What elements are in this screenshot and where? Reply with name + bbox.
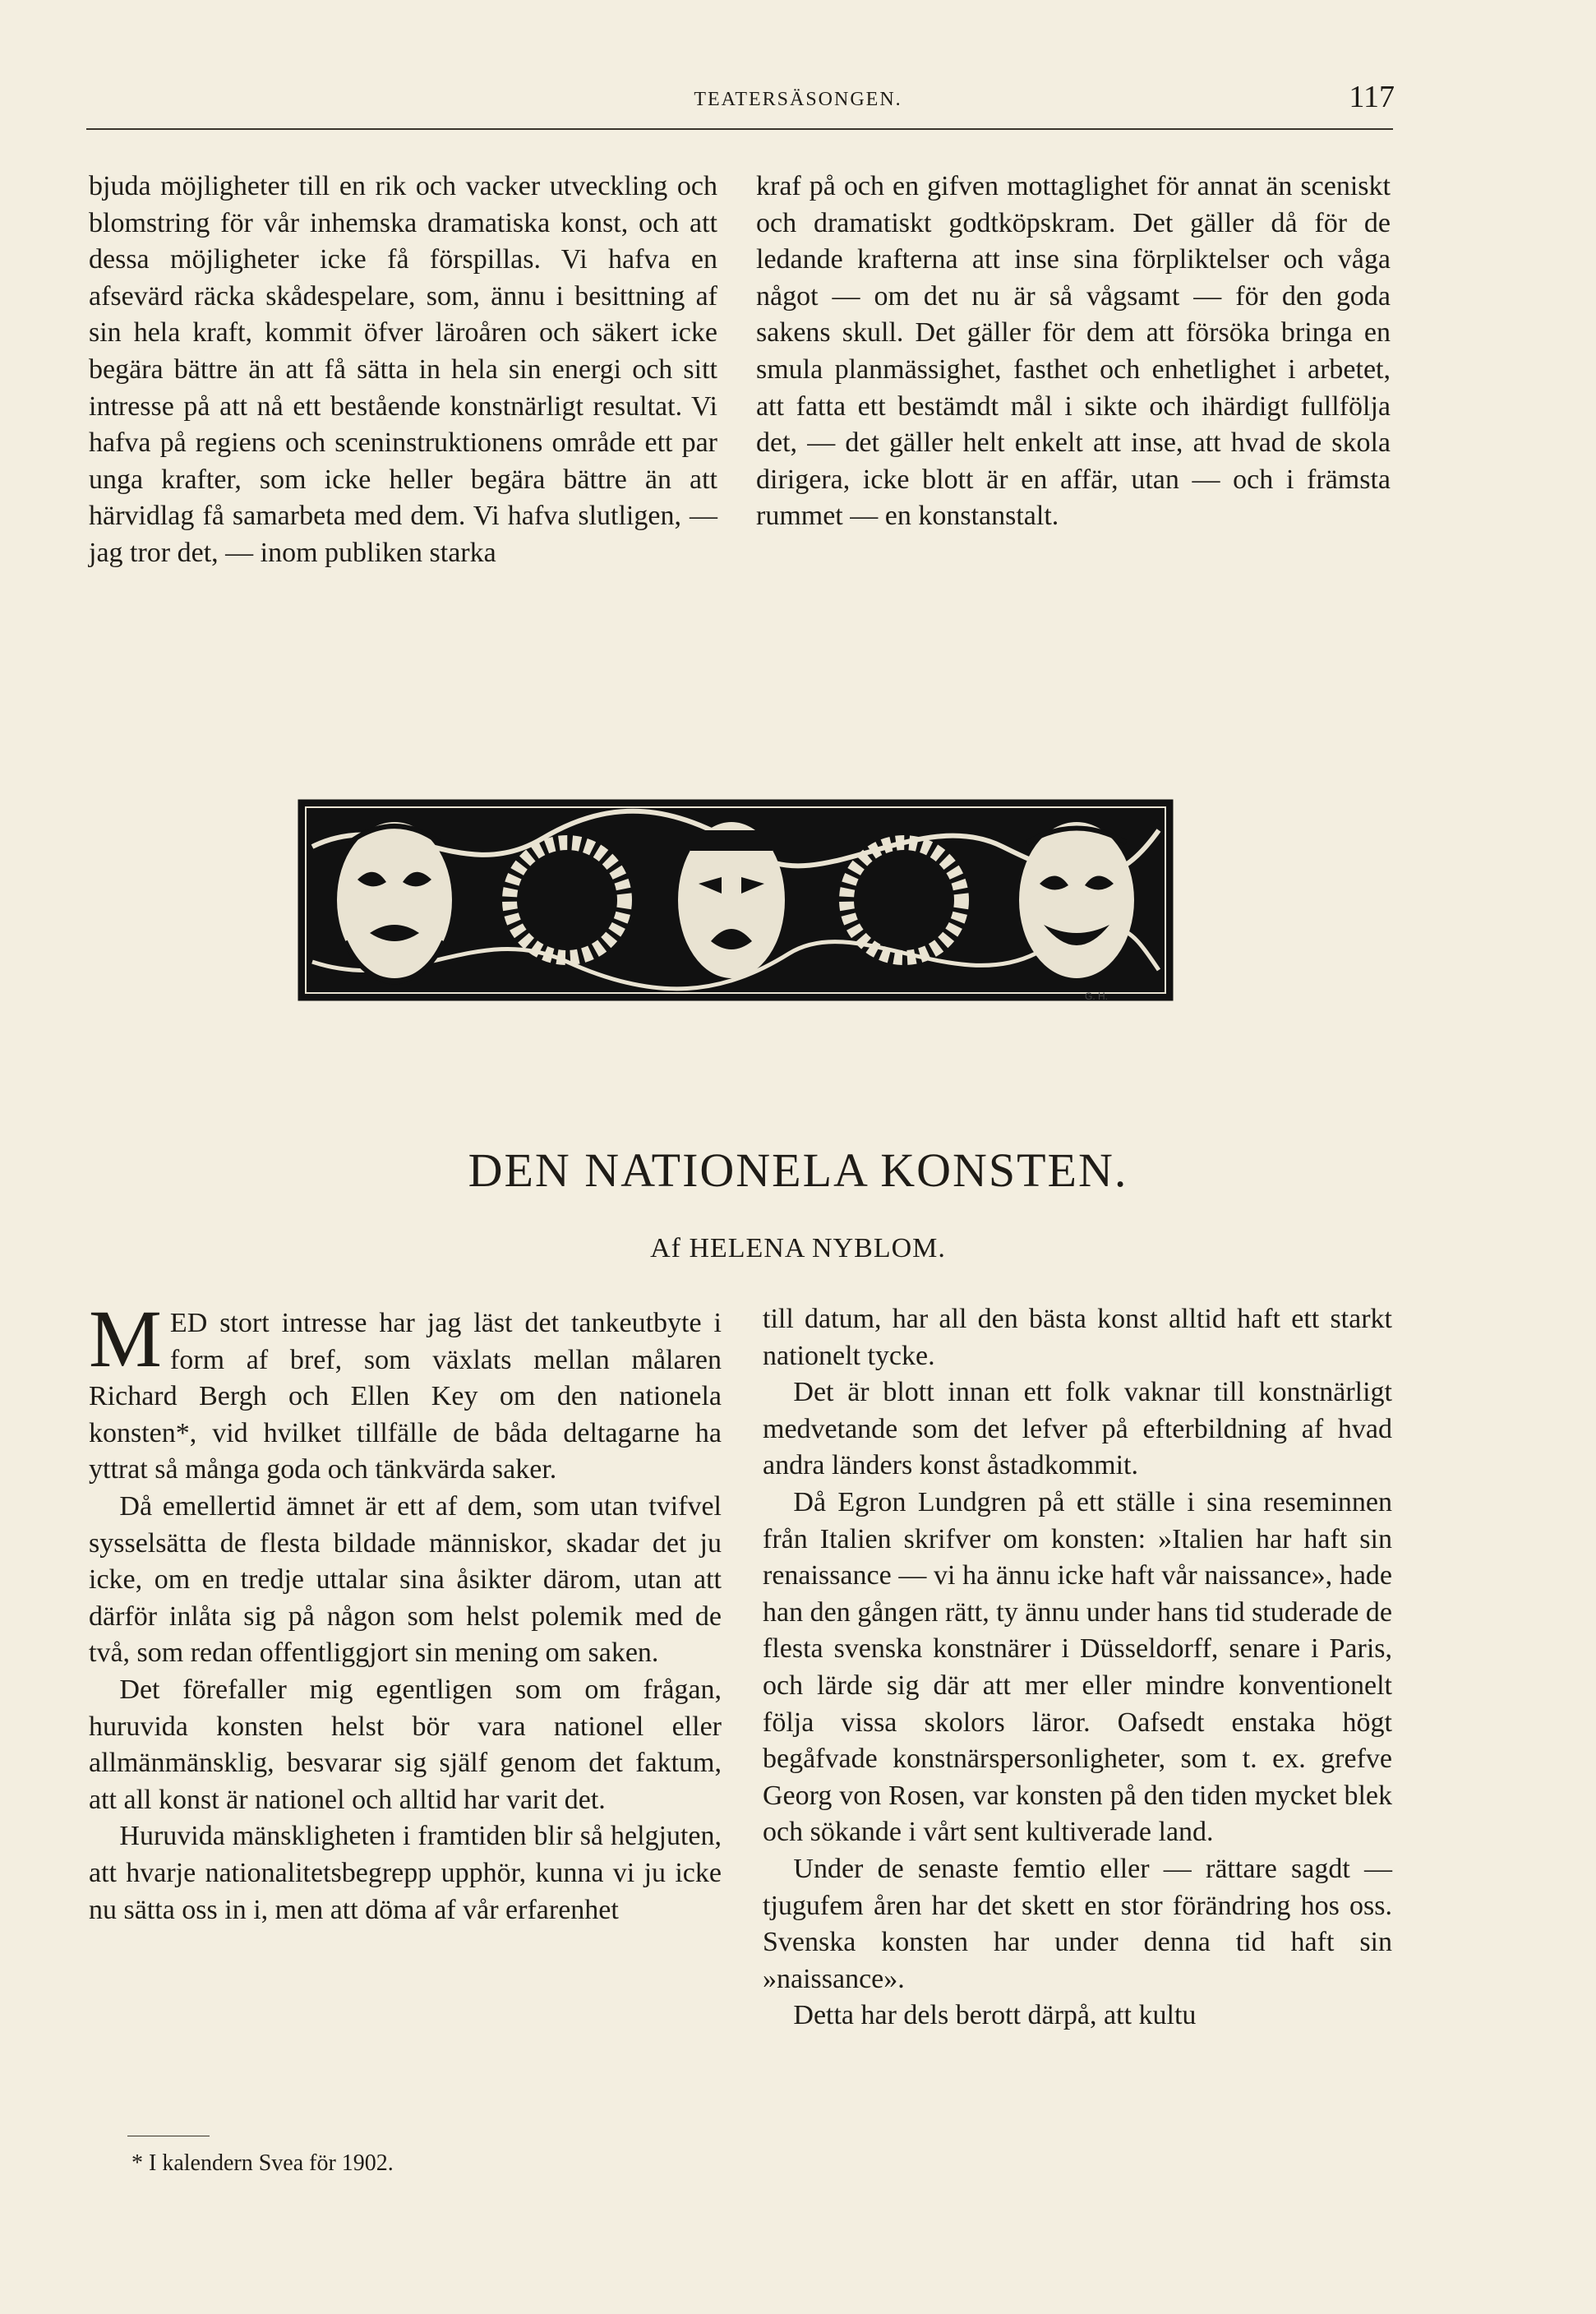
article-paragraph-1-text: ED stort intresse har jag läst det tankeutbyte i form af bref, som växlats mellan målaren Richard Bergh och Ellen Key om den nationela konsten*, vid hvilket tillfälle de båda deltagarne ha yttrat så många goda och tänkvärda saker. — [89, 1308, 722, 1485]
header-rule — [86, 128, 1393, 130]
article-paragraph-6: Det är blott innan ett folk vaknar till konstnärligt medvetande som det lefver på efterbildning af hvad andra länders konst åstadkommit. — [763, 1377, 1392, 1481]
article-paragraph-9: Detta har dels berott därpå, att kultu — [793, 2000, 1197, 2031]
page-number: 117 — [1349, 80, 1395, 114]
drop-cap: M — [89, 1293, 162, 1384]
running-head: TEATERSÄSONGEN. — [694, 89, 902, 110]
ornament-signature: G. H. — [1085, 991, 1109, 1002]
article-paragraph-3: Det förefaller mig egentligen som om frågan, huruvida konsten helst bör vara nationel eller allmänmänsklig, besvarar sig själf genom det faktum, att all konst är nationel och alltid har varit det. — [89, 1674, 722, 1815]
article-right-column — [763, 1301, 1392, 2035]
article-byline — [0, 1233, 1596, 1264]
article-paragraph-4: Huruvida mänskligheten i framtiden blir så helgjuten, att hvarje nationalitetsbegrepp upphör, kunna vi ju icke nu sätta oss in i, men att döma af vår erfarenhet — [89, 1821, 722, 1925]
previous-article-right-text: kraf på och en gifven mottaglighet för annat än sceniskt och dramatiskt godtköpskram. Det gäller då för de ledande krafterna att inse sina förpliktelser och våga något — om det nu är så vågsamt — för den goda sakens skull. Det gäller för dem att försöka bringa en smula planmässighet, fasthet och enhetlighet i arbetet, att fatta ett bestämdt mål i sikte och ihärdigt fullfölja det, — det gäller helt enkelt att inse, att hvad de skola dirigera, icke blott är en affär, utan — och i främsta rummet — en konstanstalt. — [756, 171, 1391, 532]
article-paragraph-2: Då emellertid ämnet är ett af dem, som utan tvifvel sysselsätta de flesta bildade människor, skadar det ju icke, om en tredje uttalar sina åsikter därom, utan att därför inlåta sig på någon som helst polemik med de två, som redan offentliggjort sin mening om saken. — [89, 1490, 722, 1669]
article-left-column — [89, 1293, 722, 1928]
article-paragraph-5: till datum, har all den bästa konst alltid haft ett starkt nationelt tycke. — [763, 1304, 1392, 1371]
article-paragraph-8: Under de senaste femtio eller — rättare sagdt — tjugufem åren har det skett en stor förändring hos oss. Svenska konsten har under denna tid haft sin »naissance». — [763, 1853, 1392, 1994]
article-paragraph-1 — [89, 1293, 722, 1489]
footnote: * I kalendern Svea för 1902. — [131, 2150, 394, 2176]
byline-author: HELENA NYBLOM. — [689, 1233, 946, 1263]
article-paragraph-7: Då Egron Lundgren på ett ställe i sina reseminnen från Italien skrifver om konsten: »Italien har haft sin renaissance — vi ha ännu icke haft vår naissance», hade han den gången rätt, ty ännu under hans tid studerade de flesta svenska konstnärer i Düsseldorff, senare i Paris, och lärde sig där att mer eller mindre konventionelt följa vissa skolors läror. Oafsedt enstaka högt begåfvade konstnärspersonligheter, som t. ex. grefve Georg von Rosen, var konsten på den tiden mycket blek och sökande i vårt sent kultiverade land. — [763, 1486, 1392, 1848]
previous-article-right-column — [756, 169, 1391, 535]
previous-article-left-text: bjuda möjligheter till en rik och vacker utveckling och blomstring för vår inhemska dramatiska konst, och att dessa möjligheter icke få förspillas. Vi hafva en afsevärd räcka skådespelare, som, ännu i besittning af sin hela kraft, kommit öfver läroåren och säkert icke begära bättre än att få sätta in hela sin energi och sitt intresse på att nå ett bestående konstnärligt resultat. Vi hafva på regiens och sceninstruktionens område ett par unga krafter, som icke heller begära bättre än att härvidlag få samarbeta med dem. Vi hafva slutligen, — jag tror det, — inom publiken starka — [89, 171, 717, 568]
byline-prefix: Af — [650, 1233, 681, 1263]
previous-article-left-column — [89, 169, 717, 572]
theatre-masks-ornament-icon — [296, 797, 1175, 1003]
article-title: DEN NATIONELA KONSTEN. — [468, 1143, 1128, 1197]
